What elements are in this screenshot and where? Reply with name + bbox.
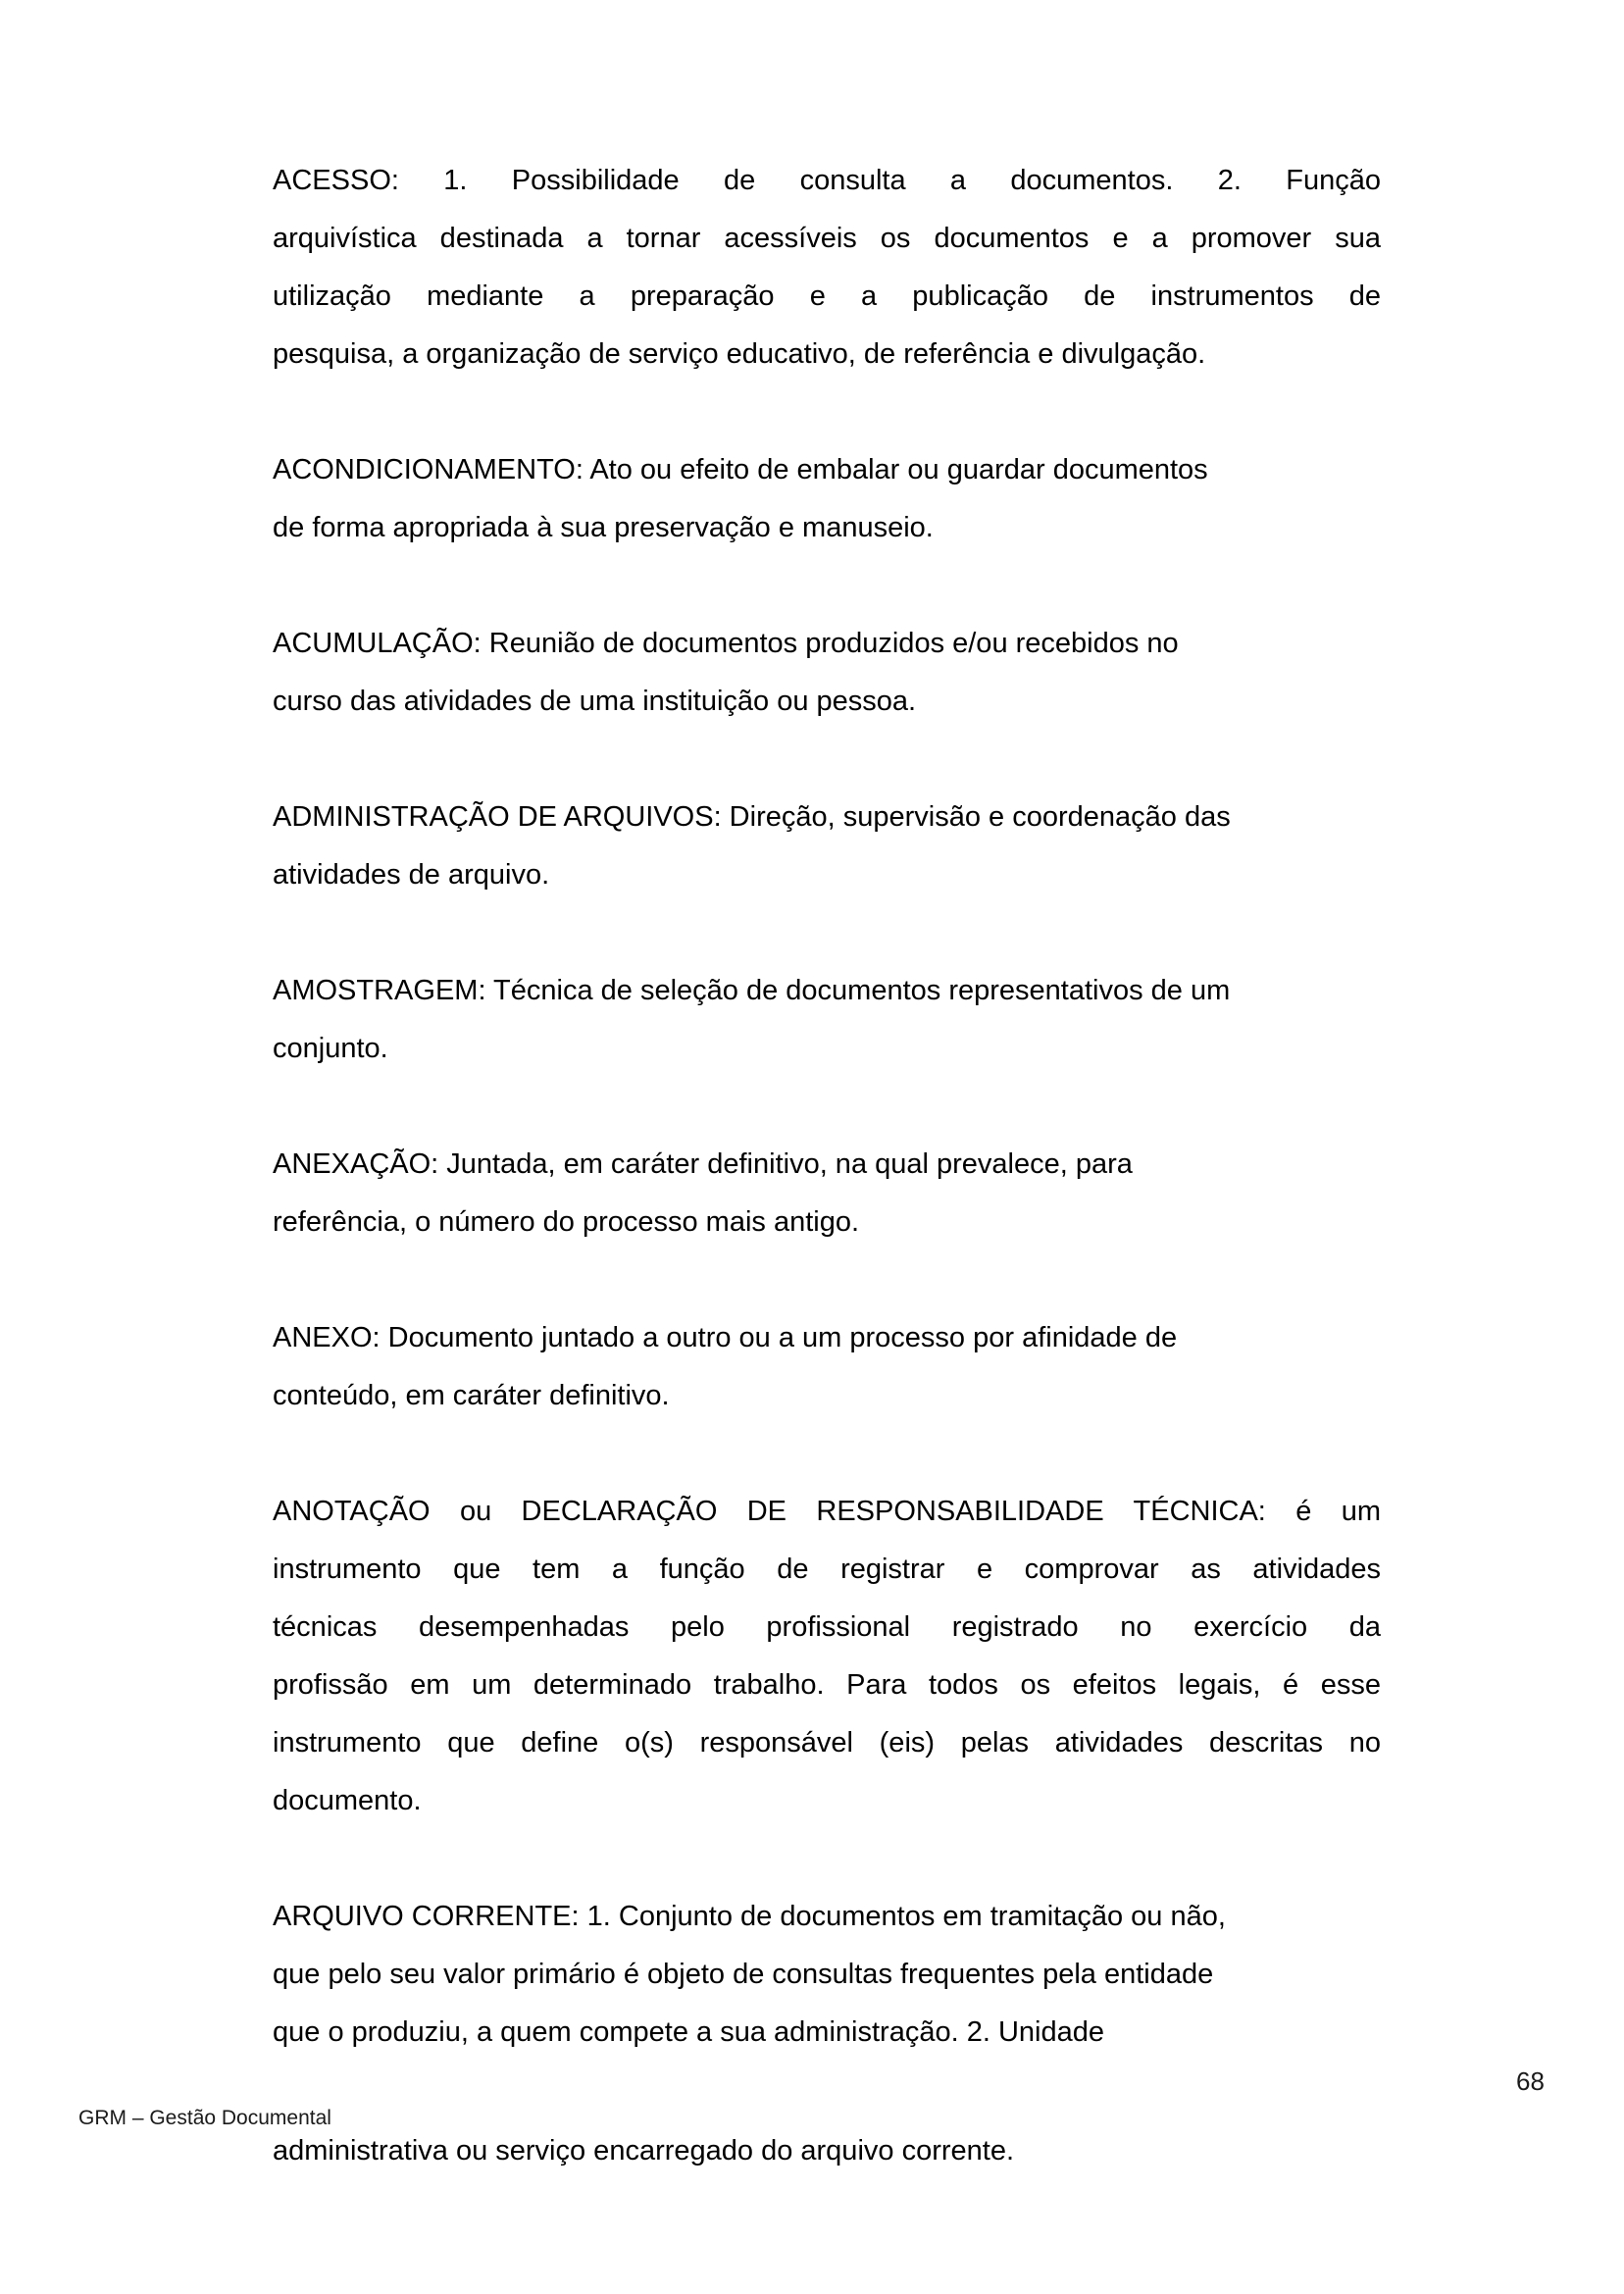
text-line: instrumento que define o(s) responsável (eis) pelas atividades descritas no xyxy=(273,1727,1381,1759)
text-line: AMOSTRAGEM: Técnica de seleção de documentos representativos de um xyxy=(273,975,1231,1006)
page-number: 68 xyxy=(1516,2066,1545,2096)
definition-paragraph xyxy=(273,962,1381,1078)
text-line: técnicas desempenhadas pelo profissional registrado no exercício da xyxy=(273,1611,1381,1643)
text-line: arquivística destinada a tornar acessíveis os documentos e a promover sua xyxy=(273,223,1381,254)
text-line: utilização mediante a preparação e a publicação de instrumentos de xyxy=(273,280,1381,312)
text-line: curso das atividades de uma instituição ou pessoa. xyxy=(273,686,917,717)
definition-paragraph xyxy=(273,789,1381,904)
text-line: ANEXAÇÃO: Juntada, em caráter definitivo, na qual prevalece, para xyxy=(273,1148,1133,1180)
text-line: instrumento que tem a função de registrar e comprovar as atividades xyxy=(273,1554,1381,1585)
text-line: atividades de arquivo. xyxy=(273,859,550,891)
continuation-line: administrativa ou serviço encarregado do arquivo corrente. xyxy=(273,2135,1015,2167)
text-line: conjunto. xyxy=(273,1033,388,1064)
text-line: conteúdo, em caráter definitivo. xyxy=(273,1380,670,1411)
text-line: ANOTAÇÃO ou DECLARAÇÃO DE RESPONSABILIDADE TÉCNICA: é um xyxy=(273,1496,1381,1527)
text-line: que pelo seu valor primário é objeto de consultas frequentes pela entidade xyxy=(273,1959,1214,1990)
text-line: pesquisa, a organização de serviço educativo, de referência e divulgação. xyxy=(273,338,1206,370)
text-line: ACUMULAÇÃO: Reunião de documentos produzidos e/ou recebidos no xyxy=(273,628,1179,659)
definition-paragraph xyxy=(273,615,1381,731)
text-line: ACONDICIONAMENTO: Ato ou efeito de embalar ou guardar documentos xyxy=(273,454,1208,485)
text-line: documento. xyxy=(273,1785,422,1816)
footer-text: GRM – Gestão Documental xyxy=(78,2107,331,2129)
text-line: ANEXO: Documento juntado a outro ou a um processo por afinidade de xyxy=(273,1322,1178,1353)
text-line: de forma apropriada à sua preservação e manuseio. xyxy=(273,512,934,543)
text-line: profissão em um determinado trabalho. Para todos os efeitos legais, é esse xyxy=(273,1669,1381,1701)
text-line: referência, o número do processo mais antigo. xyxy=(273,1206,860,1238)
text-line: ADMINISTRAÇÃO DE ARQUIVOS: Direção, supervisão e coordenação das xyxy=(273,801,1231,833)
text-line: ARQUIVO CORRENTE: 1. Conjunto de documentos em tramitação ou não, xyxy=(273,1901,1226,1932)
definition-paragraph xyxy=(273,1483,1381,1830)
definition-paragraph xyxy=(273,1309,1381,1425)
definition-paragraph xyxy=(273,152,1381,383)
text-line: que o produziu, a quem compete a sua administração. 2. Unidade xyxy=(273,2016,1104,2048)
definition-paragraph xyxy=(273,441,1381,557)
document-body xyxy=(273,152,1381,2119)
text-line: ACESSO: 1. Possibilidade de consulta a documentos. 2. Função xyxy=(273,165,1381,196)
definition-paragraph xyxy=(273,1136,1381,1251)
definition-paragraph xyxy=(273,1888,1381,2062)
